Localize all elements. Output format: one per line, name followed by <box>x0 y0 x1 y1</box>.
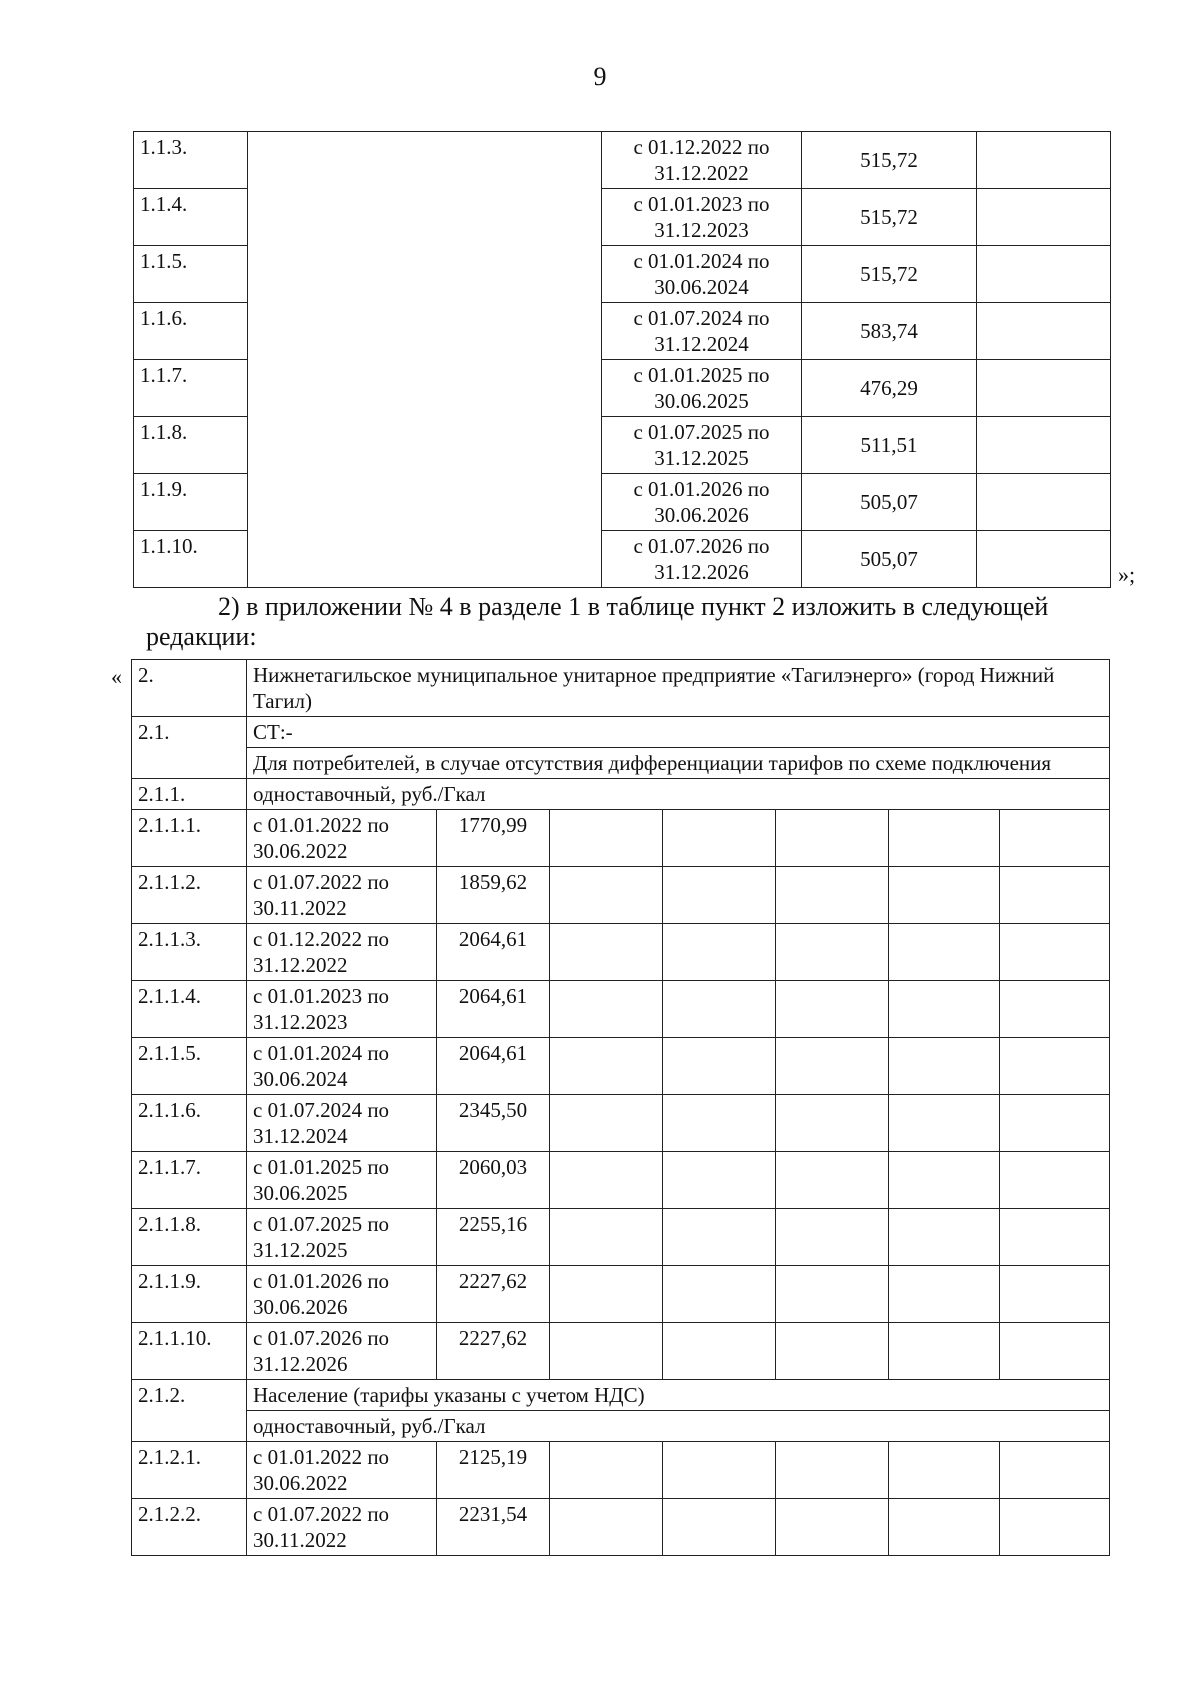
empty-cell <box>776 1323 889 1380</box>
table-row <box>132 867 1110 924</box>
empty-cell <box>663 1266 776 1323</box>
tariff-value: 2255,16 <box>437 1209 550 1266</box>
empty-cell <box>550 1323 663 1380</box>
empty-cell <box>1000 810 1110 867</box>
period-cell: с 01.01.2024 по 30.06.2024 <box>247 1038 437 1095</box>
row-2-1-2-sub: одноставочный, руб./Гкал <box>247 1411 1110 1442</box>
empty-cell <box>550 1152 663 1209</box>
empty-cell <box>889 981 1000 1038</box>
table-row <box>132 1038 1110 1095</box>
row-2-1-1-number: 2.1.1. <box>132 779 247 810</box>
tariff-value: 2231,54 <box>437 1499 550 1556</box>
table-row <box>132 1323 1110 1380</box>
period-cell: с 01.01.2022 по 30.06.2022 <box>247 1442 437 1499</box>
empty-cell <box>977 474 1111 531</box>
row-2-1-system: СТ:- <box>247 717 1110 748</box>
row-2-1-1-label: одноставочный, руб./Гкал <box>247 779 1110 810</box>
period-cell: с 01.01.2025 по 30.06.2025 <box>247 1152 437 1209</box>
row-number: 1.1.8. <box>134 417 248 474</box>
period-cell: с 01.01.2023 по 31.12.2023 <box>247 981 437 1038</box>
empty-cell <box>1000 1038 1110 1095</box>
empty-cell <box>663 1152 776 1209</box>
tariff-value: 2064,61 <box>437 981 550 1038</box>
empty-cell <box>977 303 1111 360</box>
table-row <box>132 810 1110 867</box>
empty-cell <box>663 1442 776 1499</box>
empty-cell <box>1000 1266 1110 1323</box>
empty-cell <box>776 1209 889 1266</box>
empty-cell <box>663 924 776 981</box>
period-cell: с 01.07.2024 по 31.12.2024 <box>247 1095 437 1152</box>
row-2-1-consumers: Для потребителей, в случае отсутствия дифференциации тарифов по схеме подключения <box>247 748 1110 779</box>
row-number: 1.1.4. <box>134 189 248 246</box>
empty-cell <box>889 1038 1000 1095</box>
tariff-table-tagilenergo <box>131 659 1110 1556</box>
empty-cell <box>776 1499 889 1556</box>
tariff-value: 2060,03 <box>437 1152 550 1209</box>
empty-cell <box>776 1442 889 1499</box>
empty-cell <box>776 1038 889 1095</box>
table-row <box>132 981 1110 1038</box>
row-number: 1.1.3. <box>134 132 248 189</box>
empty-cell <box>776 981 889 1038</box>
row-number: 2.1.1.9. <box>132 1266 247 1323</box>
table-row <box>132 1442 1110 1499</box>
empty-cell <box>776 810 889 867</box>
table-row <box>132 1266 1110 1323</box>
empty-cell <box>977 132 1111 189</box>
empty-cell <box>550 924 663 981</box>
empty-cell <box>663 1209 776 1266</box>
table-row <box>134 132 1111 189</box>
period-cell: с 01.07.2026 по 31.12.2026 <box>602 531 802 588</box>
tariff-value: 2345,50 <box>437 1095 550 1152</box>
tariff-value: 1770,99 <box>437 810 550 867</box>
page-number: 9 <box>593 62 607 91</box>
row-2-organization: Нижнетагильское муниципальное унитарное предприятие «Тагилэнерго» (город Нижний Тагил) <box>247 660 1110 717</box>
row-number: 2.1.1.6. <box>132 1095 247 1152</box>
table-row <box>132 1499 1110 1556</box>
period-cell: с 01.01.2022 по 30.06.2022 <box>247 810 437 867</box>
tariff-value: 2064,61 <box>437 924 550 981</box>
empty-cell <box>977 189 1111 246</box>
empty-cell <box>663 810 776 867</box>
row-number: 2.1.1.8. <box>132 1209 247 1266</box>
tariff-value: 583,74 <box>802 303 977 360</box>
empty-cell <box>550 810 663 867</box>
row-number: 2.1.1.7. <box>132 1152 247 1209</box>
empty-cell <box>889 924 1000 981</box>
tariff-value: 515,72 <box>802 132 977 189</box>
empty-cell <box>1000 981 1110 1038</box>
empty-cell <box>550 1442 663 1499</box>
empty-cell <box>776 867 889 924</box>
empty-cell <box>550 981 663 1038</box>
amendment-paragraph: 2) в приложении № 4 в разделе 1 в таблице пункт 2 изложить в следующей редакции: <box>146 592 1049 651</box>
empty-cell <box>1000 1209 1110 1266</box>
empty-cell <box>776 1152 889 1209</box>
empty-cell <box>889 810 1000 867</box>
period-cell: с 01.07.2026 по 31.12.2026 <box>247 1323 437 1380</box>
period-cell: с 01.07.2025 по 31.12.2025 <box>247 1209 437 1266</box>
empty-cell <box>889 1209 1000 1266</box>
period-cell: с 01.01.2026 по 30.06.2026 <box>602 474 802 531</box>
empty-cell <box>1000 1095 1110 1152</box>
row-number: 2.1.2.2. <box>132 1499 247 1556</box>
row-number: 2.1.1.5. <box>132 1038 247 1095</box>
table-row <box>132 924 1110 981</box>
row-number: 1.1.10. <box>134 531 248 588</box>
tariff-value: 1859,62 <box>437 867 550 924</box>
opening-quote: « <box>111 664 122 689</box>
empty-cell <box>776 1095 889 1152</box>
tariff-value: 515,72 <box>802 189 977 246</box>
empty-cell <box>550 1209 663 1266</box>
tariff-value: 2227,62 <box>437 1323 550 1380</box>
empty-cell <box>663 1323 776 1380</box>
empty-cell <box>977 246 1111 303</box>
row-number: 1.1.9. <box>134 474 248 531</box>
empty-description-cell <box>248 132 602 588</box>
tariff-value: 505,07 <box>802 474 977 531</box>
period-cell: с 01.12.2022 по 31.12.2022 <box>602 132 802 189</box>
empty-cell <box>977 417 1111 474</box>
empty-cell <box>889 1323 1000 1380</box>
empty-cell <box>977 531 1111 588</box>
tariff-value: 476,29 <box>802 360 977 417</box>
row-number: 1.1.7. <box>134 360 248 417</box>
row-2-number: 2. <box>132 660 247 717</box>
empty-cell <box>550 1499 663 1556</box>
empty-cell <box>889 867 1000 924</box>
empty-cell <box>1000 1323 1110 1380</box>
period-cell: с 01.07.2024 по 31.12.2024 <box>602 303 802 360</box>
row-number: 2.1.1.10. <box>132 1323 247 1380</box>
closing-quote: »; <box>1118 562 1136 587</box>
tariff-value: 511,51 <box>802 417 977 474</box>
empty-cell <box>889 1442 1000 1499</box>
table-row <box>132 1209 1110 1266</box>
tariff-value: 2227,62 <box>437 1266 550 1323</box>
empty-cell <box>889 1152 1000 1209</box>
empty-cell <box>1000 1499 1110 1556</box>
row-number: 2.1.1.3. <box>132 924 247 981</box>
tariff-value: 505,07 <box>802 531 977 588</box>
period-cell: с 01.07.2022 по 30.11.2022 <box>247 867 437 924</box>
empty-cell <box>663 981 776 1038</box>
empty-cell <box>550 1095 663 1152</box>
empty-cell <box>550 867 663 924</box>
empty-cell <box>1000 1442 1110 1499</box>
empty-cell <box>889 1266 1000 1323</box>
empty-cell <box>663 867 776 924</box>
row-number: 2.1.1.2. <box>132 867 247 924</box>
row-number: 1.1.6. <box>134 303 248 360</box>
empty-cell <box>776 924 889 981</box>
empty-cell <box>977 360 1111 417</box>
empty-cell <box>1000 1152 1110 1209</box>
empty-cell <box>550 1266 663 1323</box>
empty-cell <box>889 1499 1000 1556</box>
empty-cell <box>550 1038 663 1095</box>
empty-cell <box>1000 924 1110 981</box>
row-2-1-number: 2.1. <box>132 717 247 779</box>
period-cell: с 01.12.2022 по 31.12.2022 <box>247 924 437 981</box>
period-cell: с 01.01.2024 по 30.06.2024 <box>602 246 802 303</box>
tariff-value: 515,72 <box>802 246 977 303</box>
row-number: 2.1.1.4. <box>132 981 247 1038</box>
row-2-1-2-label: Население (тарифы указаны с учетом НДС) <box>247 1380 1110 1411</box>
table-row <box>132 1095 1110 1152</box>
table-row <box>132 1152 1110 1209</box>
row-2-1-2-number: 2.1.2. <box>132 1380 247 1442</box>
period-cell: с 01.01.2026 по 30.06.2026 <box>247 1266 437 1323</box>
empty-cell <box>1000 867 1110 924</box>
period-cell: с 01.07.2025 по 31.12.2025 <box>602 417 802 474</box>
empty-cell <box>776 1266 889 1323</box>
tariff-value: 2064,61 <box>437 1038 550 1095</box>
period-cell: с 01.01.2023 по 31.12.2023 <box>602 189 802 246</box>
empty-cell <box>663 1095 776 1152</box>
row-number: 2.1.2.1. <box>132 1442 247 1499</box>
period-cell: с 01.07.2022 по 30.11.2022 <box>247 1499 437 1556</box>
tariff-value: 2125,19 <box>437 1442 550 1499</box>
empty-cell <box>663 1038 776 1095</box>
tariff-table-continued <box>133 131 1111 588</box>
row-number: 1.1.5. <box>134 246 248 303</box>
empty-cell <box>663 1499 776 1556</box>
row-number: 2.1.1.1. <box>132 810 247 867</box>
empty-cell <box>889 1095 1000 1152</box>
period-cell: с 01.01.2025 по 30.06.2025 <box>602 360 802 417</box>
